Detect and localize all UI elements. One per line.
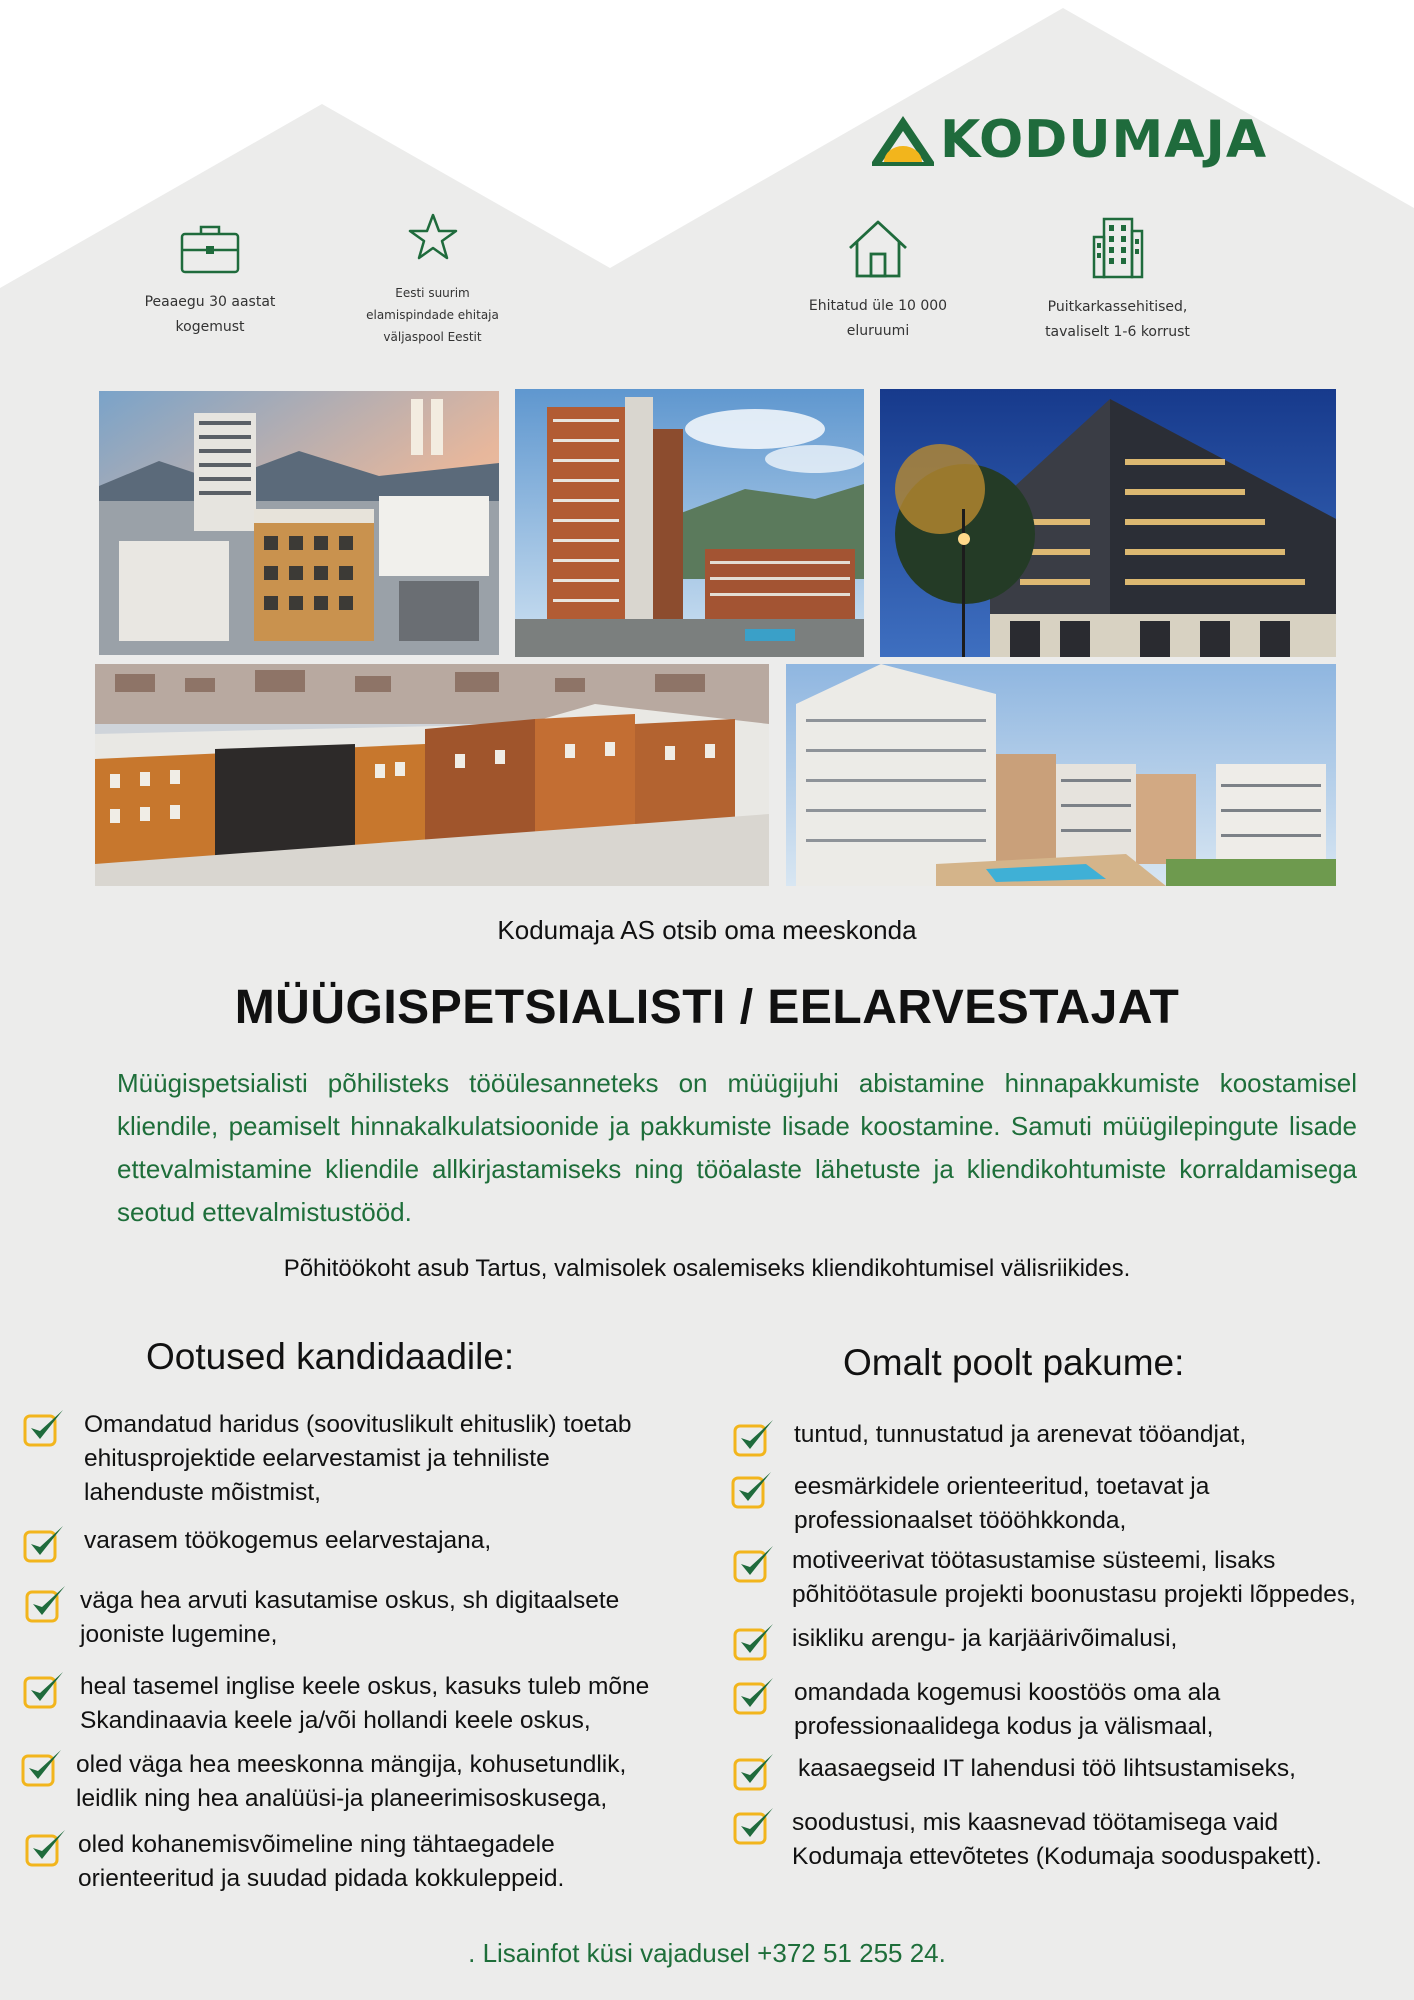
feature-text-line: Ehitatud üle 10 000 (808, 298, 948, 314)
photo-night-building (880, 389, 1336, 657)
list-item-line: oled väga hea meeskonna mängija, kohusetundlik, (76, 1751, 627, 1778)
list-item (730, 1470, 1209, 1538)
list-item (22, 1524, 491, 1564)
checkmark-icon (24, 1828, 68, 1868)
star-icon (407, 212, 459, 262)
checkmark-icon (732, 1676, 776, 1716)
list-item (732, 1418, 1246, 1458)
list-item-line: eesmärkidele orienteeritud, toetavat ja (794, 1473, 1210, 1500)
expectations-heading: Ootused kandidaadile: (146, 1336, 515, 1377)
logo-text: KODUMAJA (940, 110, 1268, 170)
list-item (20, 1748, 626, 1816)
photo-city-buildings (99, 391, 499, 655)
list-item-line: varasem töökogemus eelarvestajana, (84, 1527, 492, 1554)
list-item-line: professionaalidega kodus ja välismaal, (794, 1713, 1214, 1740)
list-item-line: motiveerivat töötasustamise süsteemi, lisaks (792, 1547, 1276, 1574)
list-item-line: Kodumaja ettevõtetes (Kodumaja sooduspakett). (792, 1843, 1322, 1870)
checkmark-icon (24, 1584, 68, 1624)
job-title: MÜÜGISPETSIALISTI / EELARVESTAJAT (234, 981, 1180, 1034)
list-item (22, 1670, 649, 1738)
checkmark-icon (732, 1418, 776, 1458)
list-item-line: isikliku arengu- ja karjäärivõimalusi, (792, 1625, 1178, 1652)
job-description: Müügispetsialisti põhilisteks tööülesanneteks on müügijuhi abistamine hinnapakkumiste koostamisel kliendile, peamiselt hinnakalkulatsioonide ja pakkumiste lisade koostamine. Samuti müügilepingute lisade ettevalmistamine kliendile allkirjastamiseks ning tööalaste lähetuste ja kliendikohtumiste korraldamisega seotud ettevalmistustööd. (117, 1068, 1357, 1227)
list-item-line: oled kohanemisvõimeline ning tähtaegadele (78, 1831, 555, 1858)
feature-largest-builder (340, 212, 525, 348)
checkmark-icon (732, 1806, 776, 1846)
list-item-line: heal tasemel inglise keele oskus, kasuks tuleb mõne (80, 1673, 650, 1700)
checkmark-icon (20, 1748, 64, 1788)
feature-homes-built (778, 218, 978, 344)
checkmark-icon (730, 1470, 774, 1510)
list-item-line: professionaalset töööhkkonda, (794, 1507, 1127, 1534)
logo-roof-icon (870, 112, 936, 168)
contact-info: . Lisainfot küsi vajadusel +372 51 255 24. (468, 1938, 946, 1968)
list-item-line: kaasaegseid IT lahendusi töö lihtsustamiseks, (798, 1755, 1296, 1782)
list-item-line: Skandinaavia keele ja/või hollandi keele oskus, (80, 1707, 591, 1734)
photo-courtyard-pool (786, 664, 1336, 886)
house-icon (846, 218, 910, 280)
list-item-line: jooniste lugemine, (80, 1621, 278, 1648)
list-item-line: väga hea arvuti kasutamise oskus, sh digitaalsete (80, 1587, 620, 1614)
feature-text-line: eluruumi (846, 323, 910, 339)
list-item-line: leidlik ning hea analüüsi-ja planeerimisoskusega, (76, 1785, 608, 1812)
list-item (732, 1622, 1177, 1662)
list-item (732, 1806, 1322, 1874)
photo-wooden-blocks (95, 664, 769, 886)
feature-text-line: Eesti suurim (395, 286, 470, 300)
checkmark-icon (732, 1544, 776, 1584)
feature-text-line: Peaaegu 30 aastat (144, 294, 276, 310)
feature-text-line: väljaspool Eestit (383, 330, 482, 344)
list-item-line: omandada kogemusi koostöös oma ala (794, 1679, 1221, 1706)
feature-text-line: tavaliselt 1-6 korrust (1045, 324, 1190, 340)
feature-text-line: kogemust (175, 319, 245, 335)
list-item-line: ehitusprojektide eelarvestamist ja tehniliste (84, 1445, 550, 1472)
list-item (732, 1752, 1296, 1792)
feature-text-line: Puitkarkassehitised, (1047, 299, 1188, 315)
intro-text: Kodumaja AS otsib oma meeskonda (497, 915, 917, 945)
feature-experience (110, 222, 310, 340)
kodumaja-logo (870, 110, 1267, 170)
feature-text-line: elamispindade ehitaja (366, 308, 499, 322)
list-item (732, 1676, 1220, 1744)
list-item-line: tuntud, tunnustatud ja arenevat tööandjat, (794, 1421, 1247, 1448)
list-item-line: lahenduste mõistmist, (84, 1479, 321, 1506)
list-item-line: soodustusi, mis kaasnevad töötamisega vaid (792, 1809, 1279, 1836)
list-item-line: Omandatud haridus (soovituslikult ehituslik) toetab (84, 1411, 632, 1438)
checkmark-icon (22, 1670, 66, 1710)
list-item-line: orienteeritud ja suudad pidada kokkuleppeid. (78, 1865, 565, 1892)
offers-heading: Omalt poolt pakume: (843, 1342, 1185, 1383)
job-location: Põhitöökoht asub Tartus, valmisolek osalemiseks kliendikohtumisel välisriikides. (283, 1255, 1131, 1282)
list-item (24, 1828, 564, 1896)
list-item (22, 1408, 631, 1510)
checkmark-icon (732, 1752, 776, 1792)
list-item-line: põhitöötasule projekti boonustasu projekti lõppedes, (792, 1581, 1356, 1608)
checkmark-icon (732, 1622, 776, 1662)
checkmark-icon (22, 1408, 66, 1448)
list-item (24, 1584, 619, 1652)
building-icon (1090, 215, 1146, 279)
feature-timber-frame (1010, 215, 1225, 345)
briefcase-icon (179, 222, 241, 276)
photo-tall-tower (515, 389, 864, 657)
checkmark-icon (22, 1524, 66, 1564)
list-item (732, 1544, 1356, 1612)
